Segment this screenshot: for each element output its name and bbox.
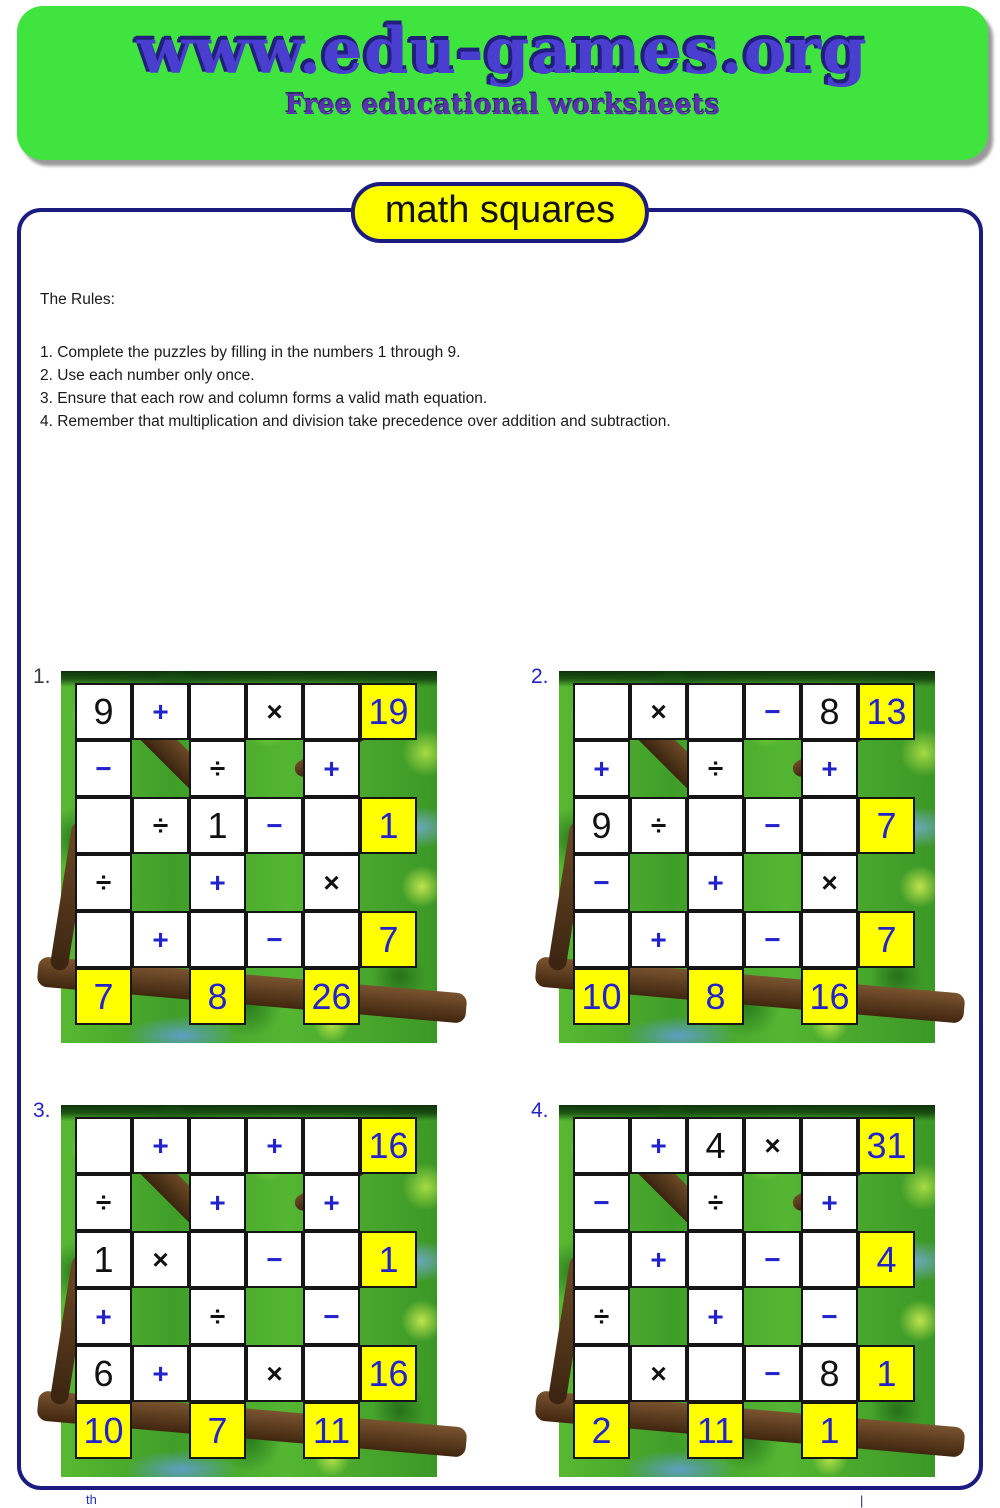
puzzle-1-blank-cell-r0c4[interactable]: [303, 683, 360, 740]
puzzle-3-operator-cell-r3c4: −: [303, 1288, 360, 1345]
puzzle-2-operator-cell-r3c2: +: [687, 854, 744, 911]
puzzle-4-operator-cell-r1c4: +: [801, 1174, 858, 1231]
puzzle-2-operator-cell-r4c3: −: [744, 911, 801, 968]
puzzle-2-blank-cell-r0c0[interactable]: [573, 683, 630, 740]
puzzle-1-operator-cell-r1c0: −: [75, 740, 132, 797]
puzzle-2-result-cell-r5c2: 8: [687, 968, 744, 1025]
puzzle-2-result-cell-r5c4: 16: [801, 968, 858, 1025]
puzzle-4-result-cell-r2c5: 4: [858, 1231, 915, 1288]
puzzle-3-result-cell-r5c2: 7: [189, 1402, 246, 1459]
puzzle-3-operator-cell-r4c3: ×: [246, 1345, 303, 1402]
puzzle-1-operator-cell-r3c0: ÷: [75, 854, 132, 911]
puzzle-2-blank-cell-r4c2[interactable]: [687, 911, 744, 968]
puzzle-1-result-cell-r2c5: 1: [360, 797, 417, 854]
puzzle-2-given-number-cell-r0c4: 8: [801, 683, 858, 740]
puzzle-3-operator-cell-r4c1: +: [132, 1345, 189, 1402]
puzzle-4-result-cell-r4c5: 1: [858, 1345, 915, 1402]
puzzle-1-operator-cell-r0c3: ×: [246, 683, 303, 740]
puzzle-3-operator-cell-r1c0: ÷: [75, 1174, 132, 1231]
rule-item: 2. Use each number only once.: [40, 367, 255, 384]
site-title: www.edu-games.org: [137, 14, 868, 89]
puzzle-2-result-cell-r5c0: 10: [573, 968, 630, 1025]
puzzle-1-given-number-cell-r2c2: 1: [189, 797, 246, 854]
puzzle-2-result-cell-r0c5: 13: [858, 683, 915, 740]
puzzle-4-given-number-cell-r0c2: 4: [687, 1117, 744, 1174]
footer-fragment-right: |: [860, 1493, 864, 1508]
puzzle-2-blank-cell-r4c4[interactable]: [801, 911, 858, 968]
rules-section: [40, 288, 671, 433]
worksheet-title: math squares: [384, 189, 616, 231]
puzzle-3-operator-cell-r1c4: +: [303, 1174, 360, 1231]
puzzle-3-operator-cell-r2c1: ×: [132, 1231, 189, 1288]
puzzle-3-result-cell-r5c4: 11: [303, 1402, 360, 1459]
rule-item: 1. Complete the puzzles by filling in the numbers 1 through 9.: [40, 344, 461, 361]
puzzle-2-operator-cell-r0c1: ×: [630, 683, 687, 740]
puzzle-4-operator-cell-r2c3: −: [744, 1231, 801, 1288]
puzzle-4-given-number-cell-r4c4: 8: [801, 1345, 858, 1402]
puzzle-3: [33, 1099, 437, 1477]
puzzle-3-operator-cell-r0c3: +: [246, 1117, 303, 1174]
puzzle-1-blank-cell-r2c0[interactable]: [75, 797, 132, 854]
site-banner: [17, 6, 988, 160]
puzzle-4-blank-cell-r2c2[interactable]: [687, 1231, 744, 1288]
rules-heading: The Rules:: [40, 291, 115, 308]
footer-fragment-left: th: [86, 1492, 97, 1507]
puzzle-2-operator-cell-r0c3: −: [744, 683, 801, 740]
puzzle-1-operator-cell-r2c1: ÷: [132, 797, 189, 854]
puzzle-4-operator-cell-r0c1: +: [630, 1117, 687, 1174]
puzzle-2-blank-cell-r0c2[interactable]: [687, 683, 744, 740]
puzzle-1-operator-cell-r0c1: +: [132, 683, 189, 740]
puzzle-3-result-cell-r4c5: 16: [360, 1345, 417, 1402]
puzzle-4-operator-cell-r3c4: −: [801, 1288, 858, 1345]
puzzle-3-blank-cell-r0c2[interactable]: [189, 1117, 246, 1174]
puzzle-4-blank-cell-r2c4[interactable]: [801, 1231, 858, 1288]
rule-item: 4. Remember that multiplication and division take precedence over addition and subtraction.: [40, 413, 671, 430]
puzzle-1-label: 1.: [33, 665, 51, 688]
puzzle-2-blank-cell-r2c2[interactable]: [687, 797, 744, 854]
puzzle-4-label: 4.: [531, 1099, 549, 1122]
puzzle-1-blank-cell-r4c0[interactable]: [75, 911, 132, 968]
puzzle-4-result-cell-r5c2: 11: [687, 1402, 744, 1459]
puzzle-3-operator-cell-r2c3: −: [246, 1231, 303, 1288]
puzzle-1-operator-cell-r2c3: −: [246, 797, 303, 854]
puzzle-4-operator-cell-r0c3: ×: [744, 1117, 801, 1174]
puzzle-4-result-cell-r0c5: 31: [858, 1117, 915, 1174]
puzzle-2-operator-cell-r4c1: +: [630, 911, 687, 968]
puzzle-3-label: 3.: [33, 1099, 51, 1122]
puzzle-3-given-number-cell-r4c0: 6: [75, 1345, 132, 1402]
puzzle-2-result-cell-r2c5: 7: [858, 797, 915, 854]
puzzle-2-label: 2.: [531, 665, 549, 688]
puzzle-3-blank-cell-r2c4[interactable]: [303, 1231, 360, 1288]
puzzle-2-operator-cell-r1c4: +: [801, 740, 858, 797]
puzzle-3-operator-cell-r3c2: ÷: [189, 1288, 246, 1345]
puzzle-2-operator-cell-r2c1: ÷: [630, 797, 687, 854]
puzzle-4-operator-cell-r3c0: ÷: [573, 1288, 630, 1345]
puzzle-1-result-cell-r0c5: 19: [360, 683, 417, 740]
worksheet-title-pill: [351, 182, 649, 243]
puzzle-1-operator-cell-r1c4: +: [303, 740, 360, 797]
puzzle-1-blank-cell-r4c4[interactable]: [303, 911, 360, 968]
rules-list: [40, 341, 671, 433]
puzzle-4-operator-cell-r2c1: +: [630, 1231, 687, 1288]
puzzle-2-blank-cell-r4c0[interactable]: [573, 911, 630, 968]
puzzle-4-operator-cell-r4c3: −: [744, 1345, 801, 1402]
puzzle-4-result-cell-r5c0: 2: [573, 1402, 630, 1459]
puzzle-2-operator-cell-r3c4: ×: [801, 854, 858, 911]
puzzle-3-blank-cell-r2c2[interactable]: [189, 1231, 246, 1288]
puzzle-2: [531, 665, 935, 1043]
puzzle-1-operator-cell-r4c1: +: [132, 911, 189, 968]
puzzle-4-result-cell-r5c4: 1: [801, 1402, 858, 1459]
puzzle-1-result-cell-r4c5: 7: [360, 911, 417, 968]
puzzle-4-operator-cell-r4c1: ×: [630, 1345, 687, 1402]
puzzle-3-given-number-cell-r2c0: 1: [75, 1231, 132, 1288]
puzzle-3-blank-cell-r0c4[interactable]: [303, 1117, 360, 1174]
puzzle-4: [531, 1099, 935, 1477]
puzzle-3-result-cell-r0c5: 16: [360, 1117, 417, 1174]
site-subtitle: Free educational worksheets: [285, 90, 720, 121]
puzzle-3-blank-cell-r0c0[interactable]: [75, 1117, 132, 1174]
puzzle-3-operator-cell-r3c0: +: [75, 1288, 132, 1345]
puzzle-4-blank-cell-r4c2[interactable]: [687, 1345, 744, 1402]
puzzle-1-result-cell-r5c4: 26: [303, 968, 360, 1025]
puzzle-1-operator-cell-r4c3: −: [246, 911, 303, 968]
puzzle-4-blank-cell-r0c0[interactable]: [573, 1117, 630, 1174]
puzzle-3-operator-cell-r1c2: +: [189, 1174, 246, 1231]
puzzle-2-operator-cell-r1c2: ÷: [687, 740, 744, 797]
puzzle-1-blank-cell-r0c2[interactable]: [189, 683, 246, 740]
puzzle-2-operator-cell-r3c0: −: [573, 854, 630, 911]
puzzle-3-operator-cell-r0c1: +: [132, 1117, 189, 1174]
puzzle-1: [33, 665, 437, 1043]
puzzle-1-blank-cell-r2c4[interactable]: [303, 797, 360, 854]
puzzle-1-operator-cell-r3c2: +: [189, 854, 246, 911]
puzzle-4-blank-cell-r0c4[interactable]: [801, 1117, 858, 1174]
puzzle-1-operator-cell-r1c2: ÷: [189, 740, 246, 797]
rule-item: 3. Ensure that each row and column forms a valid math equation.: [40, 390, 488, 407]
puzzle-2-result-cell-r4c5: 7: [858, 911, 915, 968]
puzzle-3-blank-cell-r4c2[interactable]: [189, 1345, 246, 1402]
puzzle-4-blank-cell-r4c0[interactable]: [573, 1345, 630, 1402]
puzzle-4-blank-cell-r2c0[interactable]: [573, 1231, 630, 1288]
puzzle-1-blank-cell-r4c2[interactable]: [189, 911, 246, 968]
puzzle-4-operator-cell-r1c0: −: [573, 1174, 630, 1231]
puzzle-4-operator-cell-r1c2: ÷: [687, 1174, 744, 1231]
puzzle-1-result-cell-r5c0: 7: [75, 968, 132, 1025]
puzzle-4-operator-cell-r3c2: +: [687, 1288, 744, 1345]
puzzle-2-operator-cell-r2c3: −: [744, 797, 801, 854]
puzzle-2-blank-cell-r2c4[interactable]: [801, 797, 858, 854]
puzzle-3-result-cell-r5c0: 10: [75, 1402, 132, 1459]
puzzle-1-result-cell-r5c2: 8: [189, 968, 246, 1025]
puzzle-2-given-number-cell-r2c0: 9: [573, 797, 630, 854]
puzzle-3-result-cell-r2c5: 1: [360, 1231, 417, 1288]
puzzle-1-given-number-cell-r0c0: 9: [75, 683, 132, 740]
puzzle-3-blank-cell-r4c4[interactable]: [303, 1345, 360, 1402]
puzzle-2-operator-cell-r1c0: +: [573, 740, 630, 797]
puzzle-1-operator-cell-r3c4: ×: [303, 854, 360, 911]
